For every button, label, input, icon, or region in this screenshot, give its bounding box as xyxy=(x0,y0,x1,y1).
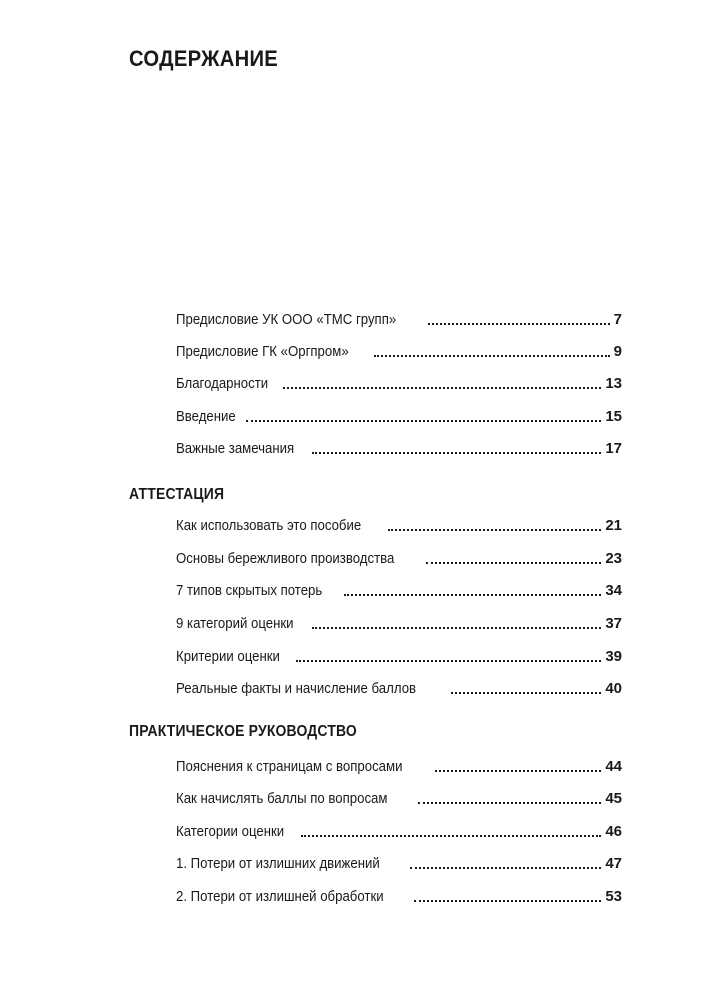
toc-entry-label: 1. Потери от излишних движений xyxy=(176,855,380,872)
toc-entry-label: 2. Потери от излишней обработки xyxy=(176,888,384,905)
toc-page-number: 44 xyxy=(605,758,622,775)
toc-entry[interactable] xyxy=(176,341,622,363)
toc-entry-label: Пояснения к страницам с вопросами xyxy=(176,758,403,775)
toc-entry-label: Введение xyxy=(176,408,236,425)
toc-leader xyxy=(388,528,601,531)
toc-page-number: 7 xyxy=(613,311,622,328)
toc-page-number: 9 xyxy=(613,343,622,360)
toc-page-number: 17 xyxy=(605,440,622,457)
toc-entry[interactable] xyxy=(176,788,622,810)
toc-leader xyxy=(301,834,601,837)
toc-entry[interactable] xyxy=(176,548,622,570)
toc-entry[interactable] xyxy=(176,756,622,778)
toc-leader xyxy=(435,769,601,772)
toc-entry[interactable] xyxy=(176,886,622,908)
toc-entry-label: Предисловие ГК «Оргпром» xyxy=(176,343,349,360)
toc-entry[interactable] xyxy=(176,515,622,537)
section-title: АТТЕСТАЦИЯ xyxy=(129,486,225,503)
toc-leader xyxy=(296,659,601,662)
toc-leader xyxy=(283,386,602,389)
toc-leader xyxy=(312,626,602,629)
toc-entry[interactable] xyxy=(176,613,622,635)
toc-leader xyxy=(344,593,601,596)
section-title: ПРАКТИЧЕСКОЕ РУКОВОДСТВО xyxy=(129,723,357,740)
toc-entry-label: Основы бережливого производства xyxy=(176,550,395,567)
page-title: СОДЕРЖАНИЕ xyxy=(129,46,279,71)
toc-page-number: 47 xyxy=(605,855,622,872)
toc-leader xyxy=(414,899,601,902)
toc-entry-label: Важные замечания xyxy=(176,440,295,457)
toc-entry-label: 7 типов скрытых потерь xyxy=(176,582,323,599)
toc-page-number: 21 xyxy=(605,517,622,534)
toc-page-number: 23 xyxy=(605,550,622,567)
toc-leader xyxy=(410,866,602,869)
toc-leader xyxy=(451,691,602,694)
toc-entry-label: Как начислять баллы по вопросам xyxy=(176,790,388,807)
toc-entry-label: Категории оценки xyxy=(176,823,285,840)
toc-entry[interactable] xyxy=(176,853,622,875)
toc-entry[interactable] xyxy=(176,678,622,700)
toc-entry[interactable] xyxy=(176,580,622,602)
toc-page-number: 34 xyxy=(605,582,622,599)
toc-entry-label: Реальные факты и начисление баллов xyxy=(176,680,417,697)
toc-entry[interactable] xyxy=(176,373,622,395)
toc-entry-label: Критерии оценки xyxy=(176,648,280,665)
toc-entry-label: 9 категорий оценки xyxy=(176,615,294,632)
toc-entry-label: Благодарности xyxy=(176,375,269,392)
toc-page-number: 39 xyxy=(605,648,622,665)
toc-page-number: 53 xyxy=(605,888,622,905)
toc-leader xyxy=(426,561,601,564)
toc-entry[interactable] xyxy=(176,646,622,668)
toc-entry[interactable] xyxy=(176,438,622,460)
toc-entry[interactable] xyxy=(176,821,622,843)
toc-leader xyxy=(428,322,609,325)
toc-page-number: 13 xyxy=(605,375,622,392)
toc-entry[interactable] xyxy=(176,309,622,331)
toc-page-number: 40 xyxy=(605,680,622,697)
toc-entry[interactable] xyxy=(176,406,622,428)
toc-page-number: 37 xyxy=(605,615,622,632)
toc-entry-label: Как использовать это пособие xyxy=(176,517,362,534)
toc-entry-label: Предисловие УК ООО «ТМС групп» xyxy=(176,311,397,328)
toc-leader xyxy=(418,801,601,804)
toc-page-number: 46 xyxy=(605,823,622,840)
toc-leader xyxy=(246,419,601,422)
toc-page-number: 45 xyxy=(605,790,622,807)
toc-leader xyxy=(312,451,601,454)
toc-leader xyxy=(374,354,609,357)
toc-page-number: 15 xyxy=(605,408,622,425)
